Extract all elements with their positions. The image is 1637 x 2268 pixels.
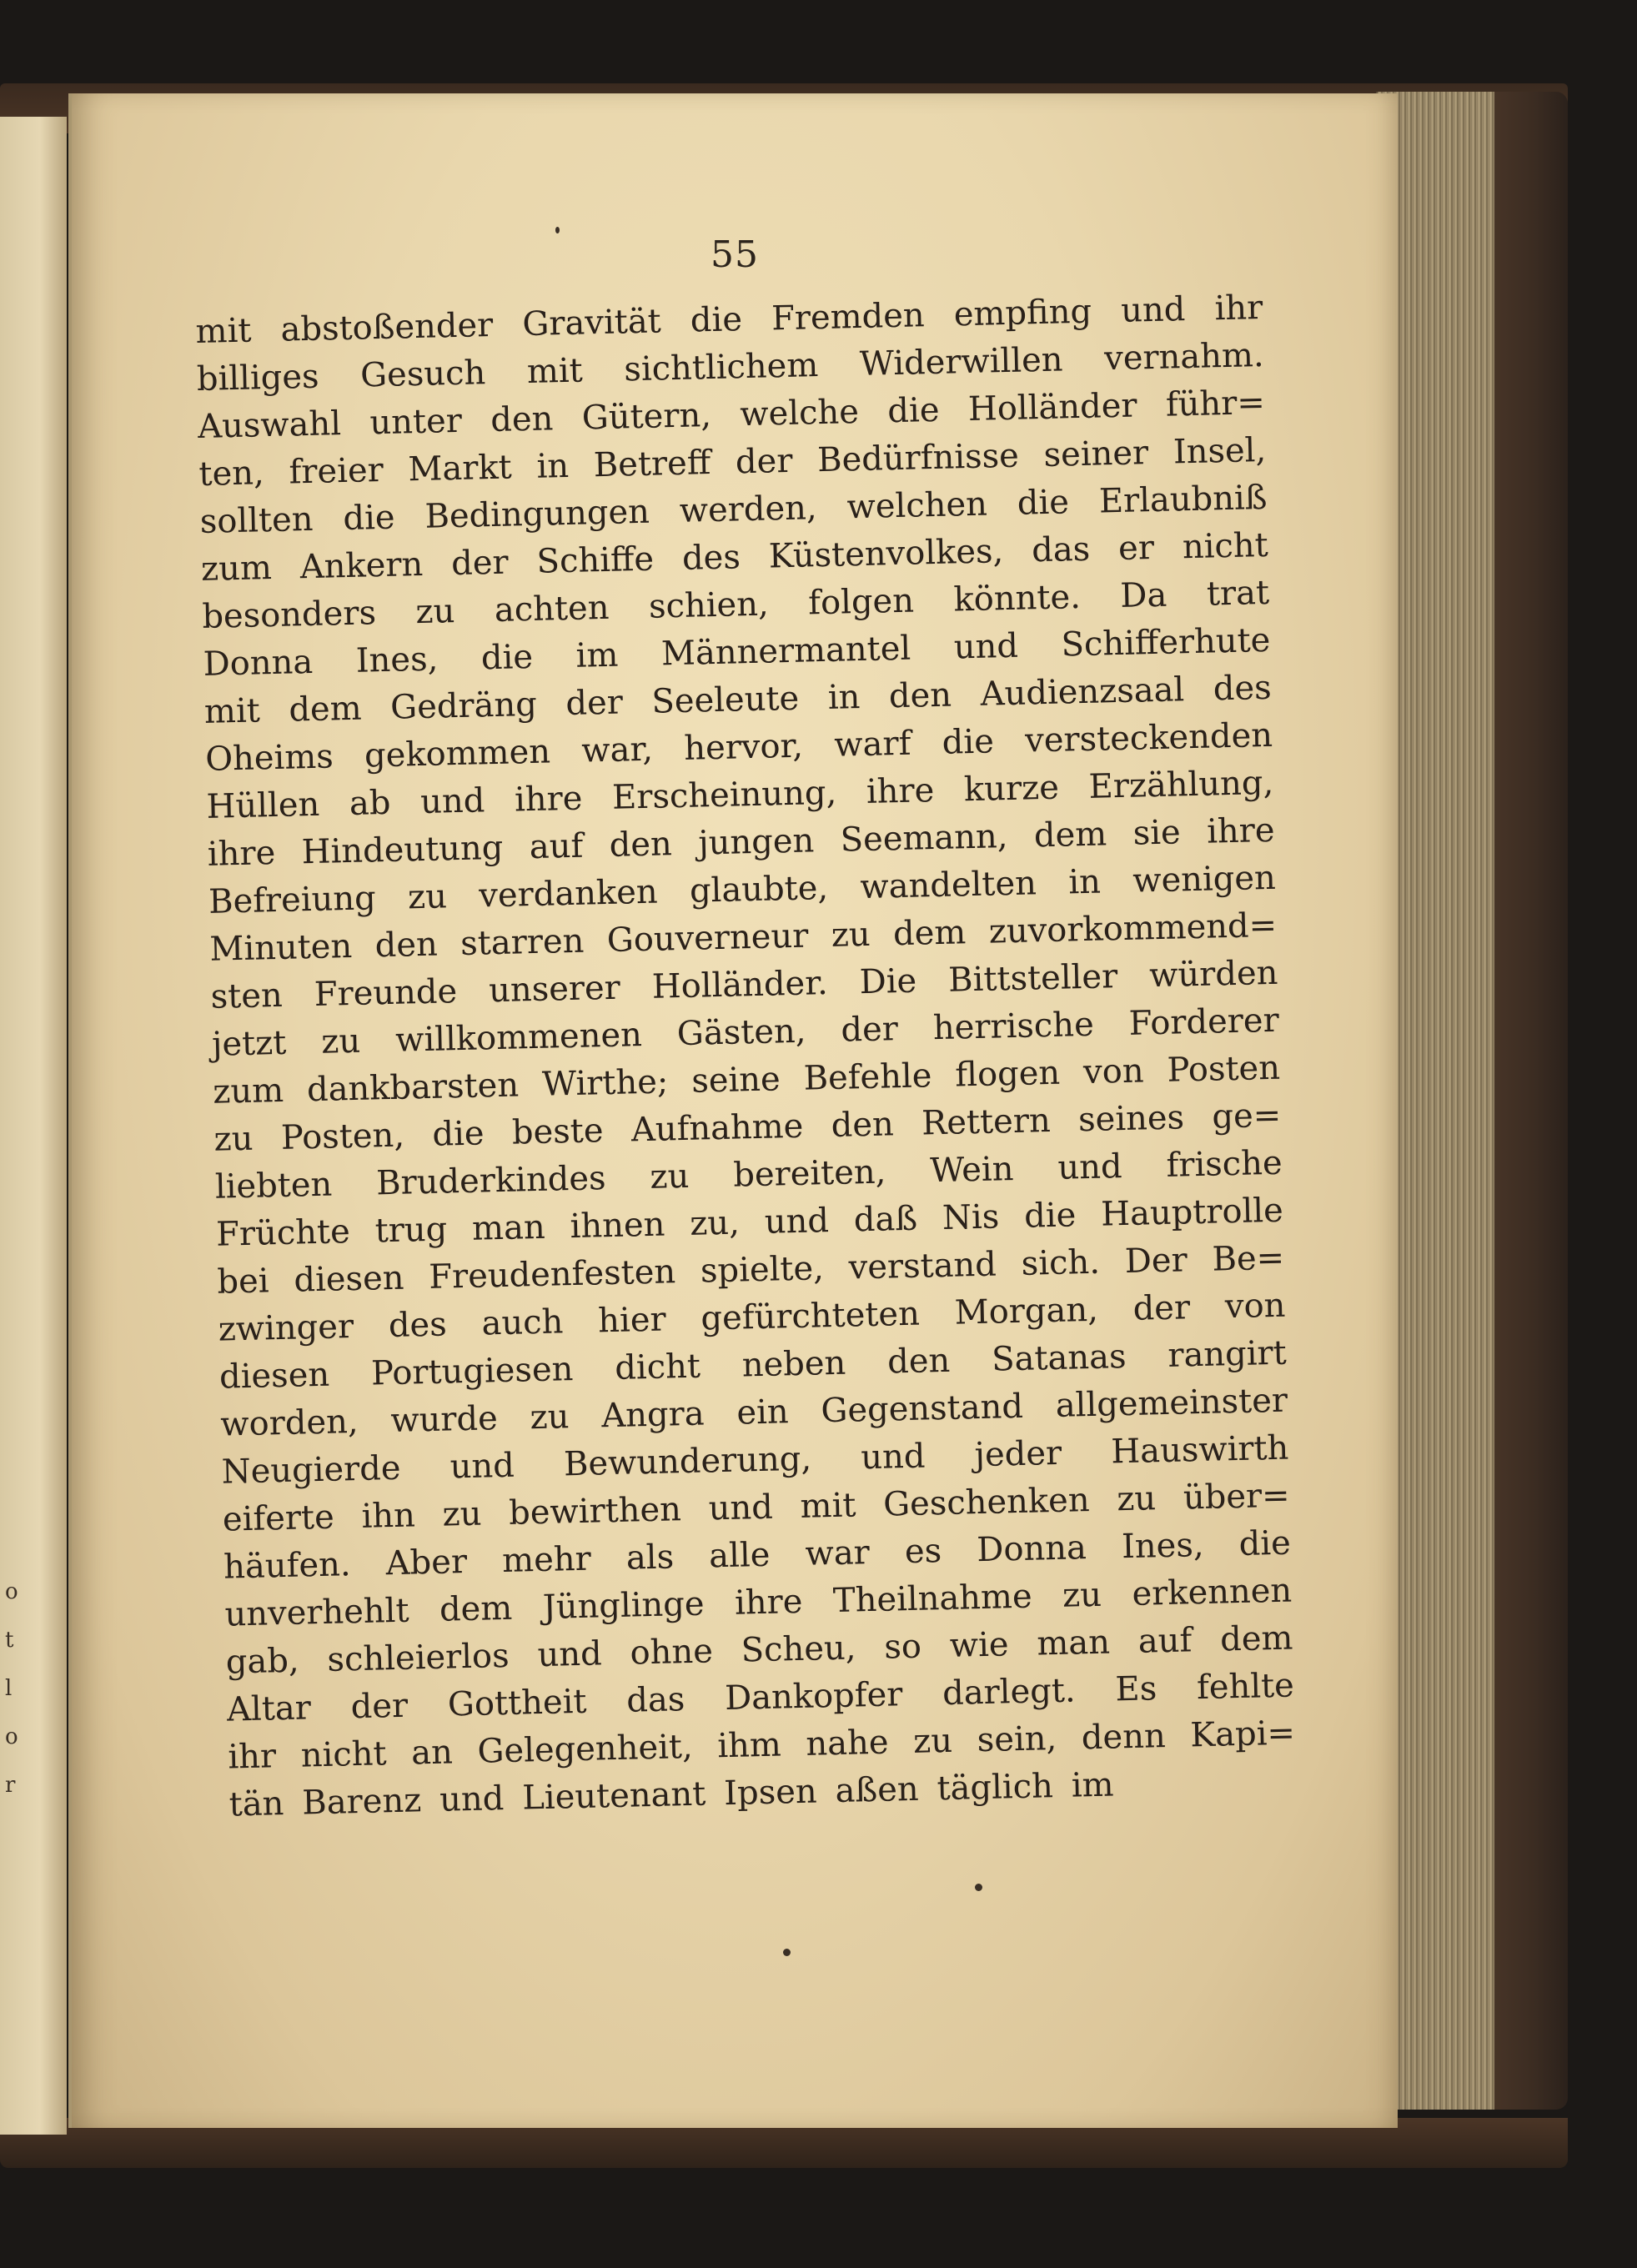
- book-page: [68, 93, 1398, 2128]
- body-text: [195, 284, 1297, 1829]
- text-line: eiferte ihn zu bewirthen und mit Geschenken zu über=: [222, 1476, 1291, 1539]
- left-page-letters: [5, 1568, 18, 1809]
- left-page-letter: o: [5, 1579, 18, 1604]
- text-line: Minuten den starren Gouverneur zu dem zuvorkommend=: [208, 906, 1278, 969]
- ink-speck: [555, 227, 560, 233]
- text-line: sollten die Bedingungen werden, welchen die Erlaubniß: [199, 478, 1268, 541]
- text-line: Oheims gekommen war, hervor, warf die versteckenden: [204, 715, 1273, 779]
- text-line: mit dem Gedräng der Seeleute in den Audienzsaal des: [203, 668, 1273, 731]
- text-line: unverhehlt dem Jünglinge ihre Theilnahme zu erkennen: [224, 1571, 1293, 1634]
- left-page-letter: t: [5, 1628, 14, 1653]
- left-page-letter: o: [5, 1724, 18, 1749]
- text-line: mit abstoßender Gravität die Fremden empfing und ihr: [195, 288, 1263, 351]
- text-line: Neugierde und Bewunderung, und jeder Hauswirth: [221, 1428, 1289, 1492]
- text-line: jetzt zu willkommenen Gästen, der herrische Forderer: [211, 1001, 1280, 1064]
- ink-speck: [783, 1949, 791, 1956]
- text-line: Donna Ines, die im Männermantel und Schifferhute: [203, 620, 1271, 684]
- text-line: ihr nicht an Gelegenheit, ihm nahe zu sein, denn Kapi=: [227, 1714, 1296, 1777]
- left-page-letter: l: [5, 1676, 13, 1701]
- text-line: Altar der Gottheit das Dankopfer darlegt. Es fehlte: [226, 1666, 1295, 1729]
- text-line: Auswahl unter den Gütern, welche die Holländer führ=: [197, 383, 1266, 446]
- page-number: 55: [711, 233, 759, 276]
- text-line: ihre Hindeutung auf den jungen Seemann, dem sie ihre: [207, 810, 1276, 874]
- text-line: gab, schleierlos und ohne Scheu, so wie man auf dem: [225, 1618, 1293, 1682]
- text-line: diesen Portugiesen dicht neben den Satanas rangirt: [218, 1333, 1288, 1397]
- text-line: zum Ankern der Schiffe des Küstenvolkes, das er nicht: [200, 525, 1269, 589]
- text-line: Befreiung zu verdanken glaubte, wandelten in wenigen: [208, 858, 1277, 921]
- text-line: Früchte trug man ihnen zu, und daß Nis die Hauptrolle: [215, 1191, 1284, 1254]
- ink-speck: [975, 1884, 982, 1891]
- text-line: bei diesen Freudenfesten spielte, verstand sich. Der Be=: [216, 1238, 1285, 1302]
- text-line: billiges Gesuch mit sichtlichem Widerwillen vernahm.: [196, 335, 1265, 399]
- text-line: sten Freunde unserer Holländer. Die Bittsteller würden: [210, 953, 1278, 1016]
- left-page-edge: [0, 117, 67, 2135]
- text-line: worden, wurde zu Angra ein Gegenstand allgemeinster: [219, 1381, 1288, 1444]
- text-line: liebten Bruderkindes zu bereiten, Wein und frische: [214, 1143, 1283, 1207]
- text-line: besonders zu achten schien, folgen könnte. Da trat: [201, 573, 1270, 636]
- text-line: Hüllen ab und ihre Erscheinung, ihre kurze Erzählung,: [206, 763, 1274, 826]
- text-line: zum dankbarsten Wirthe; seine Befehle flogen von Posten: [212, 1048, 1281, 1111]
- text-line: häufen. Aber mehr als alle war es Donna Ines, die: [223, 1523, 1292, 1587]
- text-line: tän Barenz und Lieutenant Ipsen aßen täglich im: [228, 1765, 1115, 1824]
- text-line: ten, freier Markt in Betreff der Bedürfnisse seiner Insel,: [198, 430, 1267, 494]
- left-page-letter: r: [5, 1773, 16, 1798]
- book-cover-right: [1484, 92, 1568, 2110]
- text-line: zu Posten, die beste Aufnahme den Rettern seines ge=: [213, 1096, 1282, 1159]
- text-line: zwinger des auch hier gefürchteten Morgan, der von: [218, 1286, 1286, 1349]
